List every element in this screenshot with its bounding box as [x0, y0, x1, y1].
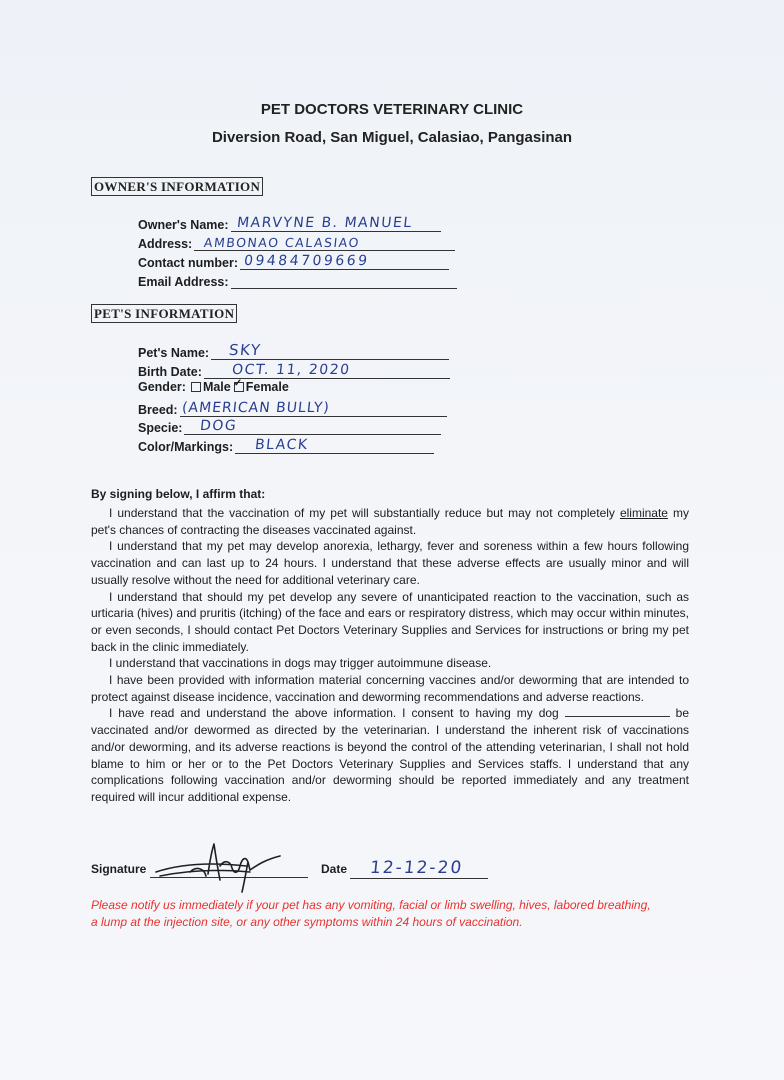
pet-specie-value: DOG	[199, 418, 239, 434]
pet-color-field[interactable]	[138, 435, 434, 454]
owner-contact-field[interactable]	[138, 251, 449, 270]
affirmation-p1-text-end: my pet's chances of contracting the diseases vaccinated against.	[91, 506, 689, 537]
pet-color-value: BLACK	[254, 437, 310, 453]
affirmation-p1-text: I understand that the vaccination of my pet will substantially reduce but may not completely	[109, 506, 620, 520]
pet-birthdate-value: OCT. 11, 2020	[231, 362, 352, 378]
affirmation-paragraph: I understand that my pet may develop anorexia, lethargy, fever and soreness within a few hours following vaccination and can last up to 24 hours. I understand that these adverse effects are usually minor and will usually resolve without the need for additional veterinary care.	[91, 539, 689, 587]
gender-male-checkbox[interactable]	[191, 382, 201, 392]
owner-contact-value: 09484709669	[243, 253, 371, 269]
owner-address-value: AMBONAO CALASIAO	[203, 235, 361, 250]
affirmation-paragraph: I have been provided with information material concerning vaccines and/or deworming that are intended to protect against disease incidence, vaccination and deworming recommendations and adverse reactions.	[91, 673, 689, 704]
owner-contact-label: Contact number:	[138, 256, 238, 270]
affirmation-paragraph: I understand that should my pet develop any severe of unanticipated reaction to the vaccination, such as urticaria (hives) and pruritis (itching) of the face and ears or respiratory distress, which may occur within minutes, or even seconds, I should contact Pet Doctors Veterinary Supplies and Services for instructions or bring my pet back in the clinic immediately.	[91, 589, 689, 654]
affirmation-body	[91, 505, 689, 806]
pet-birthdate-line	[204, 360, 450, 379]
vaccination-notice: Please notify us immediately if your pet has any vomiting, facial or limb swelling, hives, labored breathing, a lump at the injection site, or any other symptoms within 24 hours of vaccination.	[91, 898, 651, 929]
owner-email-line	[231, 270, 457, 289]
date-line[interactable]	[350, 858, 488, 879]
owner-section-title: OWNER'S INFORMATION	[91, 177, 263, 196]
pet-gender-label: Gender:	[138, 380, 186, 394]
affirmation-p6-text: I have read and understand the above information. I consent to having my dog	[109, 706, 565, 721]
pet-name-label: Pet's Name:	[138, 346, 210, 360]
signature-label: Signature	[91, 862, 147, 876]
gender-female-checkbox[interactable]	[234, 382, 244, 392]
affirmation-heading: By signing below, I affirm that:	[91, 487, 266, 501]
affirmation-paragraph	[91, 705, 689, 805]
date-value: 12-12-20	[368, 858, 465, 878]
gender-female-label: Female	[245, 380, 289, 394]
handwritten-signature	[150, 836, 300, 894]
gender-male-label: Male	[202, 380, 231, 394]
owner-name-line	[231, 213, 441, 232]
pet-specie-field[interactable]	[138, 416, 441, 435]
pet-name-value: SKY	[228, 341, 263, 359]
pet-breed-label: Breed:	[138, 403, 178, 417]
owner-email-field[interactable]	[138, 270, 457, 289]
owner-address-label: Address:	[138, 237, 193, 251]
pet-name-field[interactable]	[138, 341, 449, 360]
pet-birthdate-field[interactable]	[138, 360, 450, 379]
owner-name-value: MARVYNE B. MANUEL	[235, 215, 413, 231]
pet-breed-field[interactable]	[138, 398, 447, 417]
owner-email-label: Email Address:	[138, 275, 229, 289]
pet-color-line	[235, 435, 434, 454]
pet-breed-value: (AMERICAN BULLY)	[180, 400, 331, 416]
owner-address-line	[194, 232, 455, 251]
pet-section-title: PET'S INFORMATION	[91, 304, 237, 323]
affirmation-paragraph: I understand that vaccinations in dogs may trigger autoimmune disease.	[109, 656, 492, 671]
affirmation-p1-underlined: eliminate	[619, 506, 668, 520]
clinic-address: Diversion Road, San Miguel, Calasiao, Pangasinan	[211, 129, 573, 146]
affirmation-paragraph	[91, 505, 689, 538]
date-label: Date	[321, 862, 348, 876]
pet-specie-label: Specie:	[138, 421, 183, 435]
pet-color-label: Color/Markings:	[138, 440, 234, 454]
pet-specie-line	[184, 416, 441, 435]
dog-name-blank[interactable]	[565, 706, 670, 717]
clinic-name: PET DOCTORS VETERINARY CLINIC	[260, 101, 524, 118]
pet-breed-line	[180, 398, 447, 417]
pet-gender-field	[138, 380, 289, 394]
pet-birthdate-label: Birth Date:	[138, 365, 202, 379]
affirmation-p6-text-end: be vaccinated and/or dewormed as directed by the veterinarian. I understand the inherent risk of vaccinations and/or deworming, and its adverse reactions is beyond the control of the attending veterinarian, I shall not hold blame to him or her or to the Pet Doctors Veterinary Supplies and Services staffs. I understand that any complications following vaccination and/or deworming should be reported immediately and any treatment required will incur additional expense.	[91, 706, 689, 804]
owner-address-field[interactable]	[138, 232, 455, 251]
owner-contact-line	[240, 251, 449, 270]
pet-name-line	[211, 341, 449, 360]
owner-name-label: Owner's Name:	[138, 218, 229, 232]
owner-name-field[interactable]	[138, 213, 441, 232]
